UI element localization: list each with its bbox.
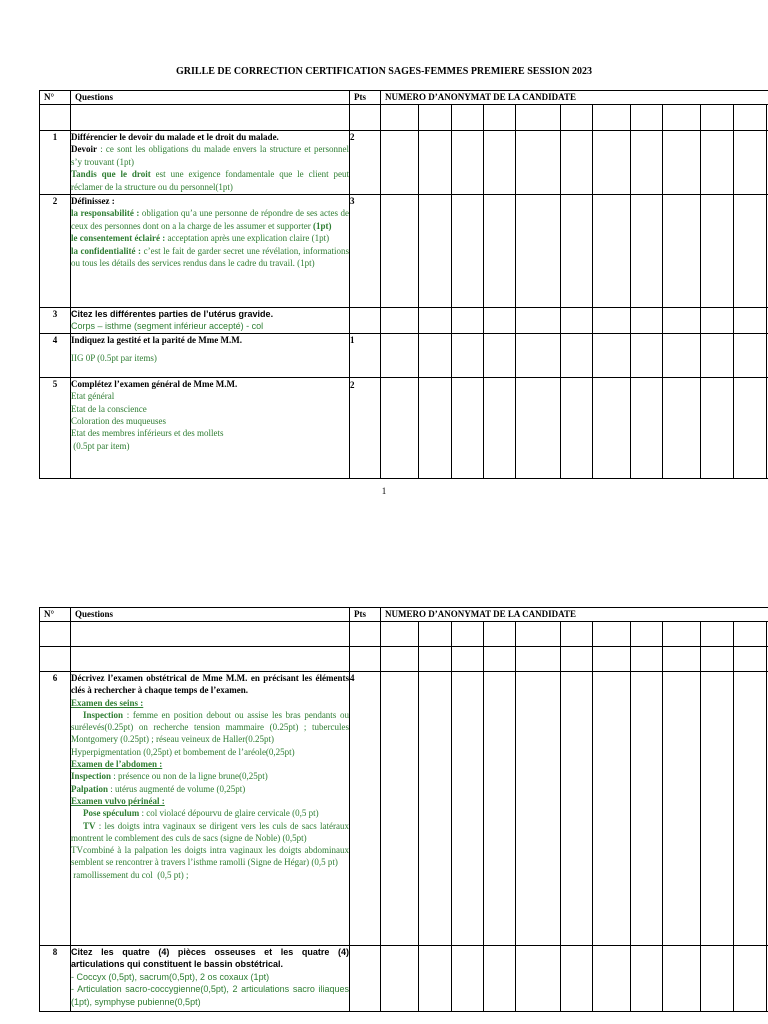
- question-title: Décrivez l’examen obstétrical de Mme M.M. en précisant les éléments clés à rechercher à chaque temps de l’examen.: [71, 673, 349, 696]
- points-value: 2: [350, 377, 381, 478]
- question-cell: [71, 195, 350, 308]
- points-value: 1: [350, 333, 381, 377]
- answer-text: c’est le fait de garder secret une révélation, informations ou tous les détails des services rendus dans le cadre du travail. (1pt): [71, 245, 349, 269]
- answer-item: Etat général: [71, 391, 115, 402]
- answer-label: Palpation: [71, 783, 109, 794]
- header-anonymat: NUMERO D’ANONYMAT DE LA CANDIDATE: [381, 608, 768, 622]
- grading-table-page-1: [39, 90, 768, 479]
- answer-text: Hyperpigmentation (0,25pt) et bombement de l’aréole(0,25pt): [71, 746, 295, 757]
- answer-label: Devoir: [71, 144, 97, 155]
- question-number: 6: [40, 672, 71, 946]
- answer-text: Corps – isthme (segment inférieur accepté) - col: [71, 321, 264, 332]
- answer-item: Etat de la conscience: [71, 403, 147, 414]
- question-number: 2: [40, 195, 71, 308]
- answer-label: Pose spéculum: [83, 808, 140, 819]
- section-heading: Examen vulvo périnéal :: [71, 795, 165, 806]
- answer-label: la responsabilité :: [71, 208, 140, 219]
- header-row: [40, 608, 768, 622]
- table-row-q4: [40, 333, 768, 377]
- header-questions: Questions: [71, 91, 350, 105]
- question-number: 5: [40, 377, 71, 478]
- document-title: GRILLE DE CORRECTION CERTIFICATION SAGES-FEMMES PREMIERE SESSION 2023: [176, 66, 592, 77]
- question-cell: [71, 333, 350, 377]
- table-row-q2: [40, 195, 768, 308]
- question-title: Complétez l’examen général de Mme M.M.: [71, 378, 238, 389]
- question-title: Définissez :: [71, 196, 115, 206]
- answer-text: : utérus augmenté de volume (0,25pt): [108, 783, 246, 794]
- answer-text: : col violacé dépourvu de glaire cervicale (0,5 pt): [139, 808, 319, 819]
- grading-table-page-2: [39, 607, 768, 1012]
- question-cell: [71, 672, 350, 946]
- answer-label: Inspection: [83, 709, 124, 720]
- answer-text: acceptation après une explication claire (1pt): [165, 233, 330, 244]
- table-row-q3: [40, 308, 768, 334]
- question-title: Différencier le devoir du malade et le droit du malade.: [71, 132, 279, 142]
- answer-text: obligation qu’a une personne de répondre de ses actes de ceux des personnes dont on a la charge de les assumer et supporter: [71, 208, 349, 231]
- question-cell: [71, 131, 350, 195]
- header-row: [40, 91, 768, 105]
- points-value: 3: [350, 195, 381, 308]
- table-row-q8: [40, 946, 768, 1012]
- table-row-q5: [40, 377, 768, 478]
- header-num: N°: [40, 608, 71, 622]
- question-cell: [71, 377, 350, 478]
- question-number: 1: [40, 131, 71, 195]
- page-number: 1: [381, 486, 387, 496]
- answer-text: ramollissement du col (0,5 pt) ;: [71, 869, 189, 880]
- answer-item: (0.5pt par item): [71, 440, 130, 451]
- header-anonymat: NUMERO D’ANONYMAT DE LA CANDIDATE: [381, 91, 768, 105]
- blank-row: [40, 622, 768, 647]
- question-number: 3: [40, 308, 71, 334]
- answer-label: Inspection: [71, 771, 112, 782]
- question-title: Citez les différentes parties de l’utérus gravide.: [71, 309, 274, 319]
- question-cell: [71, 308, 350, 334]
- points-value: 2: [350, 131, 381, 195]
- answer-text: : femme en position debout ou assise les bras pendants ou surélevés(0.25pt) on recherche tension mammaire (0.25pt) ; tubercules Montgomery (0.25pt) ; réseau veineux de Haller(0.25pt): [71, 709, 349, 745]
- answer-label: le consentement éclairé :: [71, 233, 166, 244]
- section-heading: Examen de l’abdomen :: [71, 759, 163, 770]
- table-row-q6: [40, 672, 768, 946]
- answer-text: : ce sont les obligations du malade envers la structure et personnel s’y trouvant (1pt): [71, 144, 349, 167]
- answer-label: Tandis que le droit: [71, 169, 151, 180]
- answer-text: IIG 0P (0.5pt par items): [71, 353, 157, 364]
- answer-text: est une exigence fondamentale que le client peut réclamer de la structure ou du personnel(1pt): [71, 169, 349, 192]
- blank-row: [40, 647, 768, 672]
- table-row-q1: [40, 131, 768, 195]
- answer-item: Etat des membres inférieurs et des mollets: [71, 428, 224, 439]
- answer-text: - Articulation sacro-coccygienne(0,5pt), 2 articulations sacro iliaques (1pt), symphyse pubienne(0,5pt): [71, 984, 349, 1007]
- points-value: 4: [350, 672, 381, 946]
- question-number: 8: [40, 946, 71, 1012]
- question-number: 4: [40, 333, 71, 377]
- header-pts: Pts: [350, 608, 381, 622]
- answer-text: - Coccyx (0,5pt), sacrum(0,5pt), 2 os coxaux (1pt): [71, 971, 270, 982]
- header-questions: Questions: [71, 608, 350, 622]
- answer-label: TV: [83, 820, 96, 831]
- question-title: Indiquez la gestité et la parité de Mme M.M.: [71, 334, 242, 345]
- header-pts: Pts: [350, 91, 381, 105]
- section-heading: Examen des seins :: [71, 697, 144, 708]
- answer-item: Coloration des muqueuses: [71, 416, 166, 427]
- answer-text: TVcombiné à la palpation les doigts intra vaginaux les doigts abdominaux semblent se rencontrer à travers l’isthme ramolli (Signe de Hégar) (0,5 pt): [71, 845, 349, 868]
- question-cell: [71, 946, 350, 1012]
- question-title: Citez les quatre (4) pièces osseuses et les quatre (4) articulations qui constituent le bassin obstétrical.: [71, 947, 349, 970]
- header-num: N°: [40, 91, 71, 105]
- answer-text: : présence ou non de la ligne brune(0,25pt): [111, 771, 268, 782]
- answer-label: la confidentialité :: [71, 245, 142, 256]
- answer-text: : les doigts intra vaginaux se dirigent vers les culs de sacs latéraux montrent le comblement des culs de sacs (signe de Noble) (0,5pt): [71, 820, 349, 843]
- answer-points: (1pt): [313, 220, 332, 231]
- blank-row: [40, 105, 768, 131]
